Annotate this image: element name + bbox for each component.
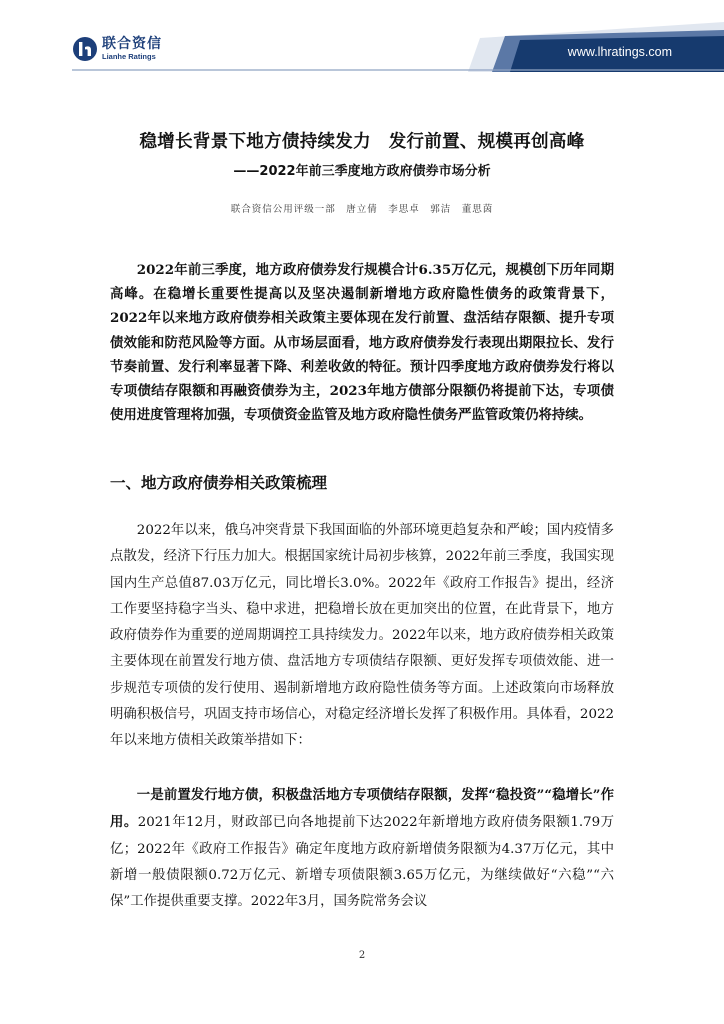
paragraph-text: 2021年12月，财政部已向各地提前下达2022年新增地方政府债务限额1.79万亿；2022年《政府工作报告》确定年度地方政府新增债务限额为4.37万亿元，其中新增一般债限额0.72万亿元、新增专项债限额3.65万亿元，为继续做好“六稳”“六保”工作提供重要支撑。2022年3月，国务院常务会议 — [110, 815, 614, 910]
company-logo — [72, 36, 162, 62]
logo-chinese-name: 联合资信 — [102, 36, 162, 53]
section-heading: 一、地方政府债券相关政策梳理 — [110, 474, 328, 492]
logo-english-name: Lianhe Ratings — [102, 52, 156, 62]
page-number: 2 — [358, 950, 366, 961]
page-header — [0, 0, 724, 72]
website-url[interactable]: www.lhratings.com — [567, 45, 672, 59]
paragraph-lead-bold: 一是前置发行地方债，积极盘活地方专项债结存限额，发挥“稳投资”“稳增长”作用。 — [110, 787, 614, 831]
abstract-paragraph: 2022年前三季度，地方政府债券发行规模合计6.35万亿元，规模创下历年同期高峰。在稳增长重要性提高以及坚决遏制新增地方政府隐性债务的政策背景下，2022年以来地方政府债券相关政策主要体现在发行前置、盘活结存限额、提升专项债效能和防范风险等方面。从市场层面看，地方政府债券发行表现出期限拉长、发行节奏前置、发行利率显著下降、利差收敛的特征。预计四季度地方政府债券发行将以专项债结存限额和再融资债券为主，2023年地方债部分限额仍将提前下达，专项债使用进度管理将加强，专项债资金监管及地方政府隐性债务严监管政策仍将持续。 — [110, 262, 614, 424]
document-subtitle: ——2022年前三季度地方政府债券市场分析 — [233, 164, 491, 179]
body-paragraph: 2022年以来，俄乌冲突背景下我国面临的外部环境更趋复杂和严峻；国内疫情多点散发，经济下行压力加大。根据国家统计局初步核算，2022年前三季度，我国实现国内生产总值87.03万亿元，同比增长3.0%。2022年《政府工作报告》提出，经济工作要坚持稳字当头、稳中求进，把稳增长放在更加突出的位置，在此背景下，地方政府债券作为重要的逆周期调控工具持续发力。2022年以来，地方政府债券相关政策主要体现在前置发行地方债、盘活地方专项债结存限额、更好发挥专项债效能、进一步规范专项债的发行使用、遏制新增地方政府隐性债务等方面。上述政策向市场释放明确积极信号，巩固支持市场信心，对稳定经济增长发挥了积极作用。具体看，2022年以来地方债相关政策举措如下： — [110, 523, 614, 749]
author-line: 联合资信公用评级一部 唐立倩 李思卓 郭洁 董思茵 — [230, 204, 494, 215]
body-paragraph — [110, 782, 614, 915]
logo-icon — [72, 36, 98, 62]
document-title: 稳增长背景下地方债持续发力 发行前置、规模再创高峰 — [139, 132, 585, 152]
